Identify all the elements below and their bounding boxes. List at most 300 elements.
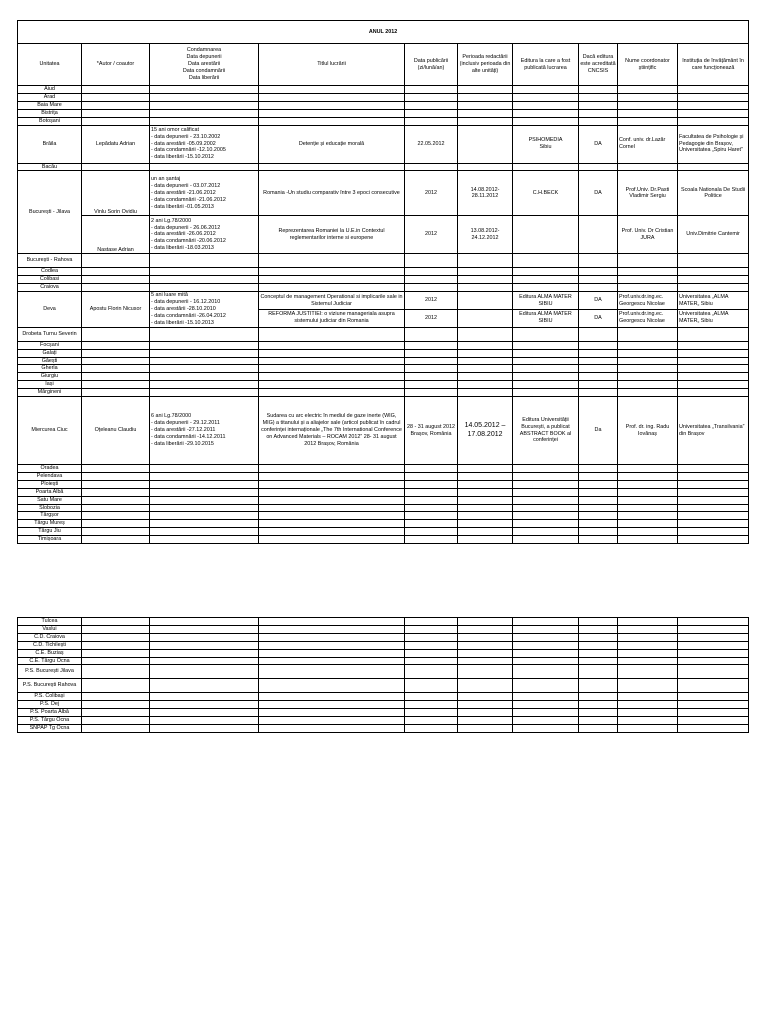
accredited-cell (579, 365, 618, 373)
empty-cell (513, 657, 579, 665)
publisher-cell (513, 465, 579, 473)
publisher-cell: Editura ALMA MATER SIBIU (513, 309, 579, 327)
empty-cell (618, 649, 678, 657)
table-row (18, 389, 749, 397)
institution-cell (678, 117, 749, 125)
unit-cell: Mărgineni (18, 389, 82, 397)
table-row (18, 268, 749, 276)
empty-cell (82, 657, 150, 665)
pub-date-cell (405, 472, 458, 480)
publisher-cell (513, 480, 579, 488)
publisher-cell (513, 341, 579, 349)
institution-cell: Scoala Nationala De Studii Politice (678, 171, 749, 216)
institution-cell (678, 528, 749, 536)
author-cell (82, 488, 150, 496)
empty-cell (259, 717, 405, 725)
author-cell: Lepădatu Adrian (82, 125, 150, 163)
pub-date-cell (405, 465, 458, 473)
accredited-cell (579, 327, 618, 341)
table-row (18, 117, 749, 125)
pub-date-cell (405, 109, 458, 117)
empty-cell (513, 665, 579, 679)
table-row (18, 349, 749, 357)
empty-cell (458, 665, 513, 679)
pub-date-cell (405, 381, 458, 389)
author-cell (82, 373, 150, 381)
title-cell (259, 109, 405, 117)
period-cell (458, 357, 513, 365)
empty-cell (405, 679, 458, 693)
author-cell (82, 472, 150, 480)
coordinator-cell (618, 327, 678, 341)
pub-date-cell (405, 327, 458, 341)
empty-cell (678, 679, 749, 693)
accredited-cell (579, 109, 618, 117)
author-cell: Oțeleanu Claudiu (82, 397, 150, 465)
publisher-cell (513, 373, 579, 381)
unit-cell: Pelendava (18, 472, 82, 480)
pub-date-cell: 2012 (405, 309, 458, 327)
coordinator-cell (618, 381, 678, 389)
empty-cell (618, 618, 678, 626)
author-cell: Nastase Adrian (82, 216, 150, 254)
publisher-cell (513, 254, 579, 268)
author-cell (82, 254, 150, 268)
empty-cell (82, 625, 150, 633)
coordinator-cell: Prof.Univ. Dr.Pasti Vladimir Sergiu (618, 171, 678, 216)
unit-cell: București - Jilava (18, 171, 82, 254)
institution-cell (678, 465, 749, 473)
pub-date-cell (405, 341, 458, 349)
sentence-cell (150, 528, 259, 536)
period-cell (458, 254, 513, 268)
empty-cell (405, 625, 458, 633)
sentence-cell (150, 381, 259, 389)
empty-cell (259, 701, 405, 709)
publisher-cell (513, 284, 579, 292)
pub-date-cell: 2012 (405, 171, 458, 216)
accredited-cell (579, 341, 618, 349)
period-cell (458, 512, 513, 520)
publisher-cell (513, 536, 579, 544)
unit-cell: P.S. Colibași (18, 693, 82, 701)
unit-cell: Satu Mare (18, 496, 82, 504)
empty-cell (405, 693, 458, 701)
sentence-cell (150, 284, 259, 292)
unit-cell: Arad (18, 93, 82, 101)
sentence-cell (150, 465, 259, 473)
sentence-cell (150, 480, 259, 488)
sentence-cell (150, 520, 259, 528)
empty-cell (82, 649, 150, 657)
table-row (18, 496, 749, 504)
coordinator-cell: Prof. Univ. Dr Cristian JURA (618, 216, 678, 254)
empty-cell (150, 709, 259, 717)
period-cell (458, 327, 513, 341)
author-cell (82, 284, 150, 292)
empty-cell (618, 701, 678, 709)
empty-cell (678, 709, 749, 717)
table-row (18, 276, 749, 284)
table-row (18, 109, 749, 117)
empty-cell (150, 679, 259, 693)
empty-cell (82, 679, 150, 693)
table-row (18, 327, 749, 341)
empty-cell (618, 709, 678, 717)
empty-cell (678, 625, 749, 633)
accredited-cell (579, 465, 618, 473)
publisher-cell (513, 349, 579, 357)
coordinator-cell: Conf. univ. dr.Lazăr Cornel (618, 125, 678, 163)
title-cell (259, 496, 405, 504)
sentence-cell (150, 472, 259, 480)
empty-cell (82, 693, 150, 701)
table-row (18, 488, 749, 496)
title-cell: Romania -Un studiu comparativ între 3 epoci consecutive (259, 171, 405, 216)
pub-date-cell (405, 488, 458, 496)
title-cell (259, 536, 405, 544)
institution-cell: Universitatea „ALMA MATER„ Sibiu (678, 292, 749, 310)
accredited-cell (579, 512, 618, 520)
coordinator-cell: Prof. dr. ing. Radu Iovănaș (618, 397, 678, 465)
period-cell (458, 365, 513, 373)
sentence-cell (150, 365, 259, 373)
accredited-cell (579, 101, 618, 109)
period-cell (458, 480, 513, 488)
sentence-cell (150, 86, 259, 94)
header-row (18, 44, 749, 86)
coordinator-cell (618, 365, 678, 373)
table-row (18, 373, 749, 381)
empty-cell (458, 641, 513, 649)
accredited-cell (579, 268, 618, 276)
sentence-cell (150, 389, 259, 397)
coordinator-cell (618, 117, 678, 125)
accredited-cell (579, 93, 618, 101)
period-cell (458, 101, 513, 109)
table-row (18, 480, 749, 488)
coordinator-cell (618, 284, 678, 292)
empty-cell (678, 649, 749, 657)
period-cell: 13.08.2012- 24.12.2012 (458, 216, 513, 254)
title-cell (259, 254, 405, 268)
title-cell (259, 389, 405, 397)
year-title: ANUL 2012 (18, 21, 749, 44)
institution-cell (678, 327, 749, 341)
pub-date-cell (405, 520, 458, 528)
empty-cell (513, 725, 579, 733)
coordinator-cell (618, 389, 678, 397)
table-row (18, 633, 749, 641)
unit-cell: Gherla (18, 365, 82, 373)
table-row (18, 101, 749, 109)
empty-cell (405, 618, 458, 626)
accredited-cell (579, 86, 618, 94)
title-cell (259, 504, 405, 512)
publisher-cell (513, 101, 579, 109)
accredited-cell (579, 284, 618, 292)
title-cell (259, 268, 405, 276)
empty-cell (82, 665, 150, 679)
empty-cell (579, 725, 618, 733)
empty-cell (150, 649, 259, 657)
sentence-cell (150, 536, 259, 544)
header-coordinator: Nume coordonator științific (618, 44, 678, 86)
empty-cell (618, 665, 678, 679)
institution-cell (678, 276, 749, 284)
publisher-cell (513, 528, 579, 536)
institution-cell (678, 349, 749, 357)
table-row (18, 216, 749, 254)
accredited-cell (579, 536, 618, 544)
publisher-cell (513, 327, 579, 341)
title-cell: Sudarea cu arc electric în mediul de gaze inerte (WIG, MIG) a titanului și a aliajelor sale (articol publicat în cadrul conferinței internaționale „The 7th International Conference on Advanced Materials – ROCAM 2012” 28- 31 august 2012 Brașov, România (259, 397, 405, 465)
institution-cell (678, 268, 749, 276)
unit-cell: SNPAP Tg Ocna (18, 725, 82, 733)
institution-cell (678, 365, 749, 373)
institution-cell (678, 389, 749, 397)
institution-cell (678, 373, 749, 381)
pub-date-cell (405, 163, 458, 171)
period-cell (458, 465, 513, 473)
publisher-cell: C.H.BECK (513, 171, 579, 216)
table-row (18, 125, 749, 163)
empty-cell (678, 665, 749, 679)
empty-cell (82, 725, 150, 733)
table-row (18, 520, 749, 528)
empty-cell (579, 641, 618, 649)
coordinator-cell (618, 86, 678, 94)
empty-cell (259, 649, 405, 657)
coordinator-cell (618, 536, 678, 544)
table-row (18, 465, 749, 473)
header-author: *Autor / coautor (82, 44, 150, 86)
title-cell (259, 86, 405, 94)
publisher-cell (513, 86, 579, 94)
pub-date-cell (405, 349, 458, 357)
empty-cell (150, 641, 259, 649)
unit-cell: Brăila (18, 125, 82, 163)
empty-cell (458, 618, 513, 626)
unit-cell: Aiud (18, 86, 82, 94)
title-cell (259, 465, 405, 473)
author-cell (82, 93, 150, 101)
period-cell: 14.08.2012- 28.11.2012 (458, 171, 513, 216)
title-cell (259, 472, 405, 480)
table-row (18, 254, 749, 268)
accredited-cell (579, 163, 618, 171)
empty-cell (150, 618, 259, 626)
pub-date-cell (405, 512, 458, 520)
author-cell (82, 327, 150, 341)
sentence-cell (150, 254, 259, 268)
period-cell (458, 520, 513, 528)
empty-cell (259, 679, 405, 693)
pub-date-cell (405, 284, 458, 292)
table-row (18, 86, 749, 94)
institution-cell (678, 109, 749, 117)
accredited-cell (579, 373, 618, 381)
empty-cell (513, 693, 579, 701)
header-pub-date: Data publicării (zi/lună/an) (405, 44, 458, 86)
coordinator-cell (618, 268, 678, 276)
header-period: Perioada redactării (inclusiv perioada din alte unități) (458, 44, 513, 86)
coordinator-cell (618, 504, 678, 512)
empty-cell (405, 665, 458, 679)
coordinator-cell: Prof.univ.dr.ing.ec. Georgescu Nicolae (618, 292, 678, 310)
unit-cell: C.E. Buziaș (18, 649, 82, 657)
author-cell (82, 536, 150, 544)
empty-cell (150, 725, 259, 733)
unit-cell: Craiova (18, 284, 82, 292)
sentence-cell (150, 496, 259, 504)
unit-cell: Galați (18, 349, 82, 357)
empty-cell (678, 618, 749, 626)
unit-cell: Deva (18, 292, 82, 328)
empty-cell (618, 679, 678, 693)
empty-cell (458, 633, 513, 641)
unit-cell: P.S. Poarta Albă (18, 709, 82, 717)
sentence-cell (150, 373, 259, 381)
coordinator-cell (618, 101, 678, 109)
empty-cell (458, 701, 513, 709)
institution-cell (678, 504, 749, 512)
empty-cell (678, 693, 749, 701)
publisher-cell (513, 117, 579, 125)
title-cell (259, 373, 405, 381)
empty-cell (579, 649, 618, 657)
table-row (18, 649, 749, 657)
table-row (18, 397, 749, 465)
empty-cell (259, 625, 405, 633)
period-cell (458, 117, 513, 125)
title-cell: Conceptul de management Operational si implicarile sale in Sistemul Judiciar (259, 292, 405, 310)
period-cell (458, 504, 513, 512)
institution-cell (678, 254, 749, 268)
sentence-cell (150, 276, 259, 284)
author-cell (82, 163, 150, 171)
empty-cell (579, 618, 618, 626)
header-title: Titlul lucrării (259, 44, 405, 86)
table-row (18, 381, 749, 389)
unit-cell: Bacău (18, 163, 82, 171)
table-row (18, 528, 749, 536)
table-row (18, 504, 749, 512)
empty-cell (579, 657, 618, 665)
period-cell (458, 488, 513, 496)
institution-cell: Facultatea de Psihologie și Pedagogie din Brașov, Universitatea „Spiru Haret” (678, 125, 749, 163)
coordinator-cell (618, 520, 678, 528)
empty-cell (579, 709, 618, 717)
header-accredited: Dacă editura este acreditată CNCSIS (579, 44, 618, 86)
period-cell (458, 528, 513, 536)
table-row (18, 536, 749, 544)
publisher-cell (513, 93, 579, 101)
title-cell: Reprezentarea Romaniei la U.E.in Contextul reglementarilor interne si europene (259, 216, 405, 254)
author-cell (82, 268, 150, 276)
sentence-cell (150, 101, 259, 109)
author-cell: Apostu Florin Nicusor (82, 292, 150, 328)
empty-cell (678, 717, 749, 725)
header-institution: Instituția de învățământ în care funcționează (678, 44, 749, 86)
empty-cell (579, 693, 618, 701)
empty-cell (458, 649, 513, 657)
coordinator-cell (618, 357, 678, 365)
table-row (18, 512, 749, 520)
publisher-cell (513, 365, 579, 373)
accredited-cell (579, 254, 618, 268)
empty-cell (458, 725, 513, 733)
author-cell (82, 101, 150, 109)
table-row (18, 93, 749, 101)
empty-cell (405, 709, 458, 717)
empty-cell (82, 618, 150, 626)
pub-date-cell (405, 268, 458, 276)
table-row (18, 341, 749, 349)
period-cell: 14.05.2012 – 17.08.2012 (458, 397, 513, 465)
empty-cell (579, 633, 618, 641)
unit-cell: Timișoara (18, 536, 82, 544)
author-cell (82, 109, 150, 117)
title-cell: Detenție și educație morală (259, 125, 405, 163)
author-cell (82, 480, 150, 488)
header-sentence: Condamnarea Data depunerii Data arestării Data condamnării Data liberării (150, 44, 259, 86)
institution-cell (678, 284, 749, 292)
title-cell (259, 117, 405, 125)
period-cell (458, 349, 513, 357)
period-cell (458, 292, 513, 310)
author-cell (82, 117, 150, 125)
coordinator-cell (618, 276, 678, 284)
table-row (18, 709, 749, 717)
empty-cell (513, 701, 579, 709)
sentence-cell (150, 163, 259, 171)
table-row (18, 618, 749, 626)
empty-cell (579, 701, 618, 709)
coordinator-cell (618, 465, 678, 473)
publisher-cell (513, 216, 579, 254)
sentence-cell (150, 341, 259, 349)
institution-cell (678, 93, 749, 101)
coordinator-cell (618, 496, 678, 504)
coordinator-cell (618, 373, 678, 381)
period-cell (458, 276, 513, 284)
accredited-cell (579, 528, 618, 536)
sentence-cell (150, 117, 259, 125)
unit-cell: P.S. București Rahova (18, 679, 82, 693)
unit-cell: Codlea (18, 268, 82, 276)
empty-cell (150, 693, 259, 701)
empty-cell (259, 665, 405, 679)
empty-cell (82, 701, 150, 709)
title-cell: REFORMA JUSTITIEI: o viziune manageriala asupra sistemului judiciar din Romania (259, 309, 405, 327)
period-cell (458, 163, 513, 171)
author-cell (82, 465, 150, 473)
author-cell (82, 520, 150, 528)
publisher-cell (513, 512, 579, 520)
empty-cell (513, 679, 579, 693)
empty-cell (405, 717, 458, 725)
unit-cell: Baia Mare (18, 101, 82, 109)
title-cell (259, 163, 405, 171)
unit-cell: Vaslui (18, 625, 82, 633)
author-cell (82, 512, 150, 520)
publisher-cell (513, 276, 579, 284)
sentence-cell: 2 ani Lg.78/2000 - data depunerii - 26.06.2012 - data arestării -26.06.2012 - data condamnării -20.06.2012 - data liberării -18.03.2013 (150, 216, 259, 254)
institution-cell: Universitatea „ALMA MATER„ Sibiu (678, 309, 749, 327)
unit-cell: P.S. Dej (18, 701, 82, 709)
publisher-cell (513, 472, 579, 480)
